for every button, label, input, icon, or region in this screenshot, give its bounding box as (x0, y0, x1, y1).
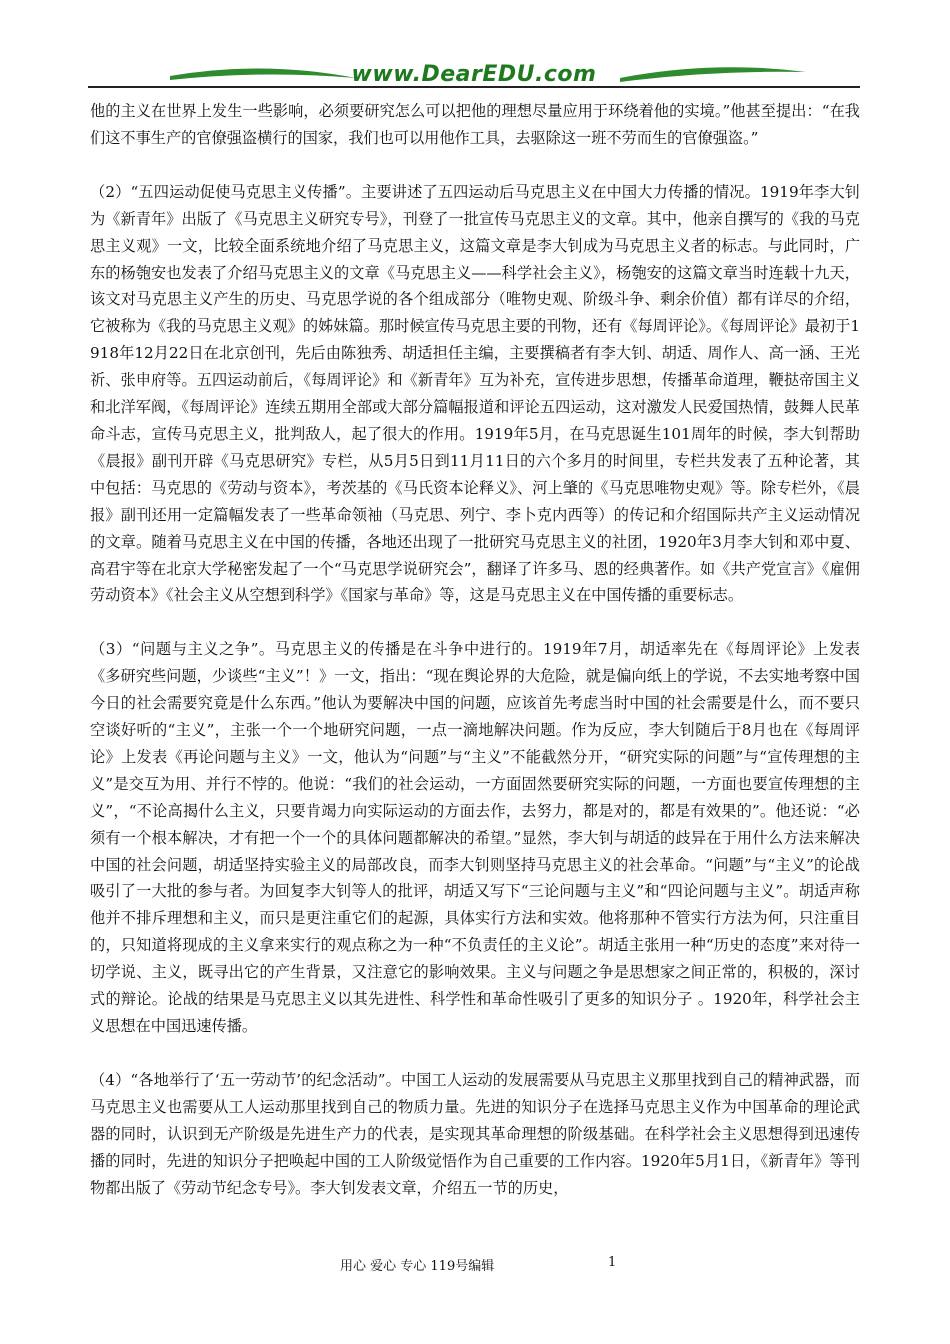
page-header (88, 56, 860, 92)
paragraph-4: （4）“各地举行了‘五一劳动节’的纪念活动”。中国工人运动的发展需要从马克思主义那里找到自己的精神武器，而马克思主义也需要从工人运动那里找到自己的物质力量。先进的知识分子在选择马克思主义作为中国革命的理论武器的同时，认识到无产阶级是先进生产力的代表，是实现其革命理想的阶级基础。在科学社会主义思想得到迅速传播的同时，先进的知识分子把唤起中国的工人阶级觉悟作为自己重要的工作内容。1920年5月1日，《新青年》等刊物都出版了《劳动节纪念专号》。李大钊发表文章，介绍五一节的历史， (90, 1070, 860, 1197)
paragraph-2: （2）“五四运动促使马克思主义传播”。主要讲述了五四运动后马克思主义在中国大力传播的情况。1919年李大钊为《新青年》出版了《马克思主义研究专号》，刊登了一批宣传马克思主义的文章。其中，他亲自撰写的《我的马克思主义观》一文，比较全面系统地介绍了马克思主义，这篇文章是李大钊成为马克思主义者的标志。与此同时，广东的杨匏安也发表了介绍马克思主义的文章《马克思主义——科学社会主义》，杨匏安的这篇文章当时连载十九天，该文对马克思主义产生的历史、马克思学说的各个组成部分（唯物史观、阶级斗争、剩余价值）都有详尽的介绍，它被称为《我的马克思主义观》的姊妹篇。那时候宣传马克思主要的刊物，还有《每周评论》。《每周评论》最初于1918年12月22日在北京创刊，先后由陈独秀、胡适担任主编，主要撰稿者有李大钊、胡适、周作人、高一涵、王光祈、张申府等。五四运动前后，《每周评论》和《新青年》互为补充，宣传进步思想，传播革命道理，鞭挞帝国主义和北洋军阀，《每周评论》连续五期用全部或大部分篇幅报道和评论五四运动，这对激发人民爱国热情，鼓舞人民革命斗志，宣传马克思主义，批判敌人，起了很大的作用。1919年5月，在马克思诞生101周年的时候，李大钊帮助《晨报》副刊开辟《马克思研究》专栏，从5月5日到11月11日的六个多月的时间里，专栏共发表了五种论著，其中包括：马克思的《劳动与资本》，考茨基的《马氏资本论释义》、河上肇的《马克思唯物史观》等。除专栏外，《晨报》副刊还用一定篇幅发表了一些革命领袖（马克思、列宁、李卜克内西等）的传记和介绍国际共产主义运动情况的文章。随着马克思主义在中国的传播，各地还出现了一批研究马克思主义的社团，1920年3月李大钊和邓中夏、高君宇等在北京大学秘密发起了一个“马克思学说研究会”，翻译了许多马、恩的经典著作。如《共产党宣言》《雇佣劳动资本》《社会主义从空想到科学》《国家与革命》等，这是马克思主义在中国传播的重要标志。 (90, 182, 860, 605)
footer-editor-note: 用心 爱心 专心 119号编辑 (340, 1259, 495, 1274)
paragraph-3: （3）“问题与主义之争”。马克思主义的传播是在斗争中进行的。1919年7月，胡适率先在《每周评论》上发表《多研究些问题，少谈些“主义”！》一文，指出：“现在舆论界的大危险，就是偏向纸上的学说，不去实地考察中国今日的社会需要究竟是什么东西。”他认为要解决中国的问题，应该首先考虑当时中国的社会需要是什么，而不要只空谈好听的“主义”，主张一个一个地研究问题，一点一滴地解决问题。作为反应，李大钊随后于8月也在《每周评论》上发表《再论问题与主义》一文，他认为“问题”与“主义”不能截然分开，“研究实际的问题”与“宣传理想的主义”是交互为用、并行不悖的。他说：“我们的社会运动，一方面固然要研究实际的问题，一方面也要宣传理想的主义”，“不论高揭什么主义，只要肯竭力向实际运动的方面去作，去努力，都是对的，都是有效果的”。他还说：“必须有一个根本解决，才有把一个一个的具体问题都解决的希望。”显然，李大钊与胡适的歧异在于用什么方法来解决中国的社会问题，胡适坚持实验主义的局部改良，而李大钊则坚持马克思主义的社会革命。“问题”与“主义”的论战吸引了一大批的参与者。为回复李大钊等人的批评，胡适又写下“三论问题与主义”和“四论问题与主义”。胡适声称他并不排斥理想和主义，而只是更注重它们的起源，具体实行方法和实效。他将那种不管实行方法为何，只注重目的，只知道将现成的主义拿来实行的观点称之为一种“不负责任的主义论”。胡适主张用一种“历史的态度”来对待一切学说、主义，既寻出它的产生背景，又注意它的影响效果。主义与问题之争是思想家之间正常的，积极的，深讨式的辩论。论战的结果是马克思主义以其先进性、科学性和革命性吸引了更多的知识分子 。1920年，科学社会主义思想在中国迅速传播。 (90, 640, 860, 1035)
paragraph-continuation: 他的主义在世界上发生一些影响，必须要研究怎么可以把他的理想尽量应用于环绕着他的实境。”他甚至提出：“在我们这不事生产的官僚强盗横行的国家，我们也可以用他作工具，去驱除这一班不劳而生的官僚强盗。” (90, 102, 860, 147)
site-logo: www.DearEDU.com (351, 62, 597, 87)
page-number: 1 (608, 1255, 617, 1270)
document-body (90, 98, 860, 1201)
header-divider (88, 86, 860, 88)
page-footer (0, 1255, 950, 1275)
